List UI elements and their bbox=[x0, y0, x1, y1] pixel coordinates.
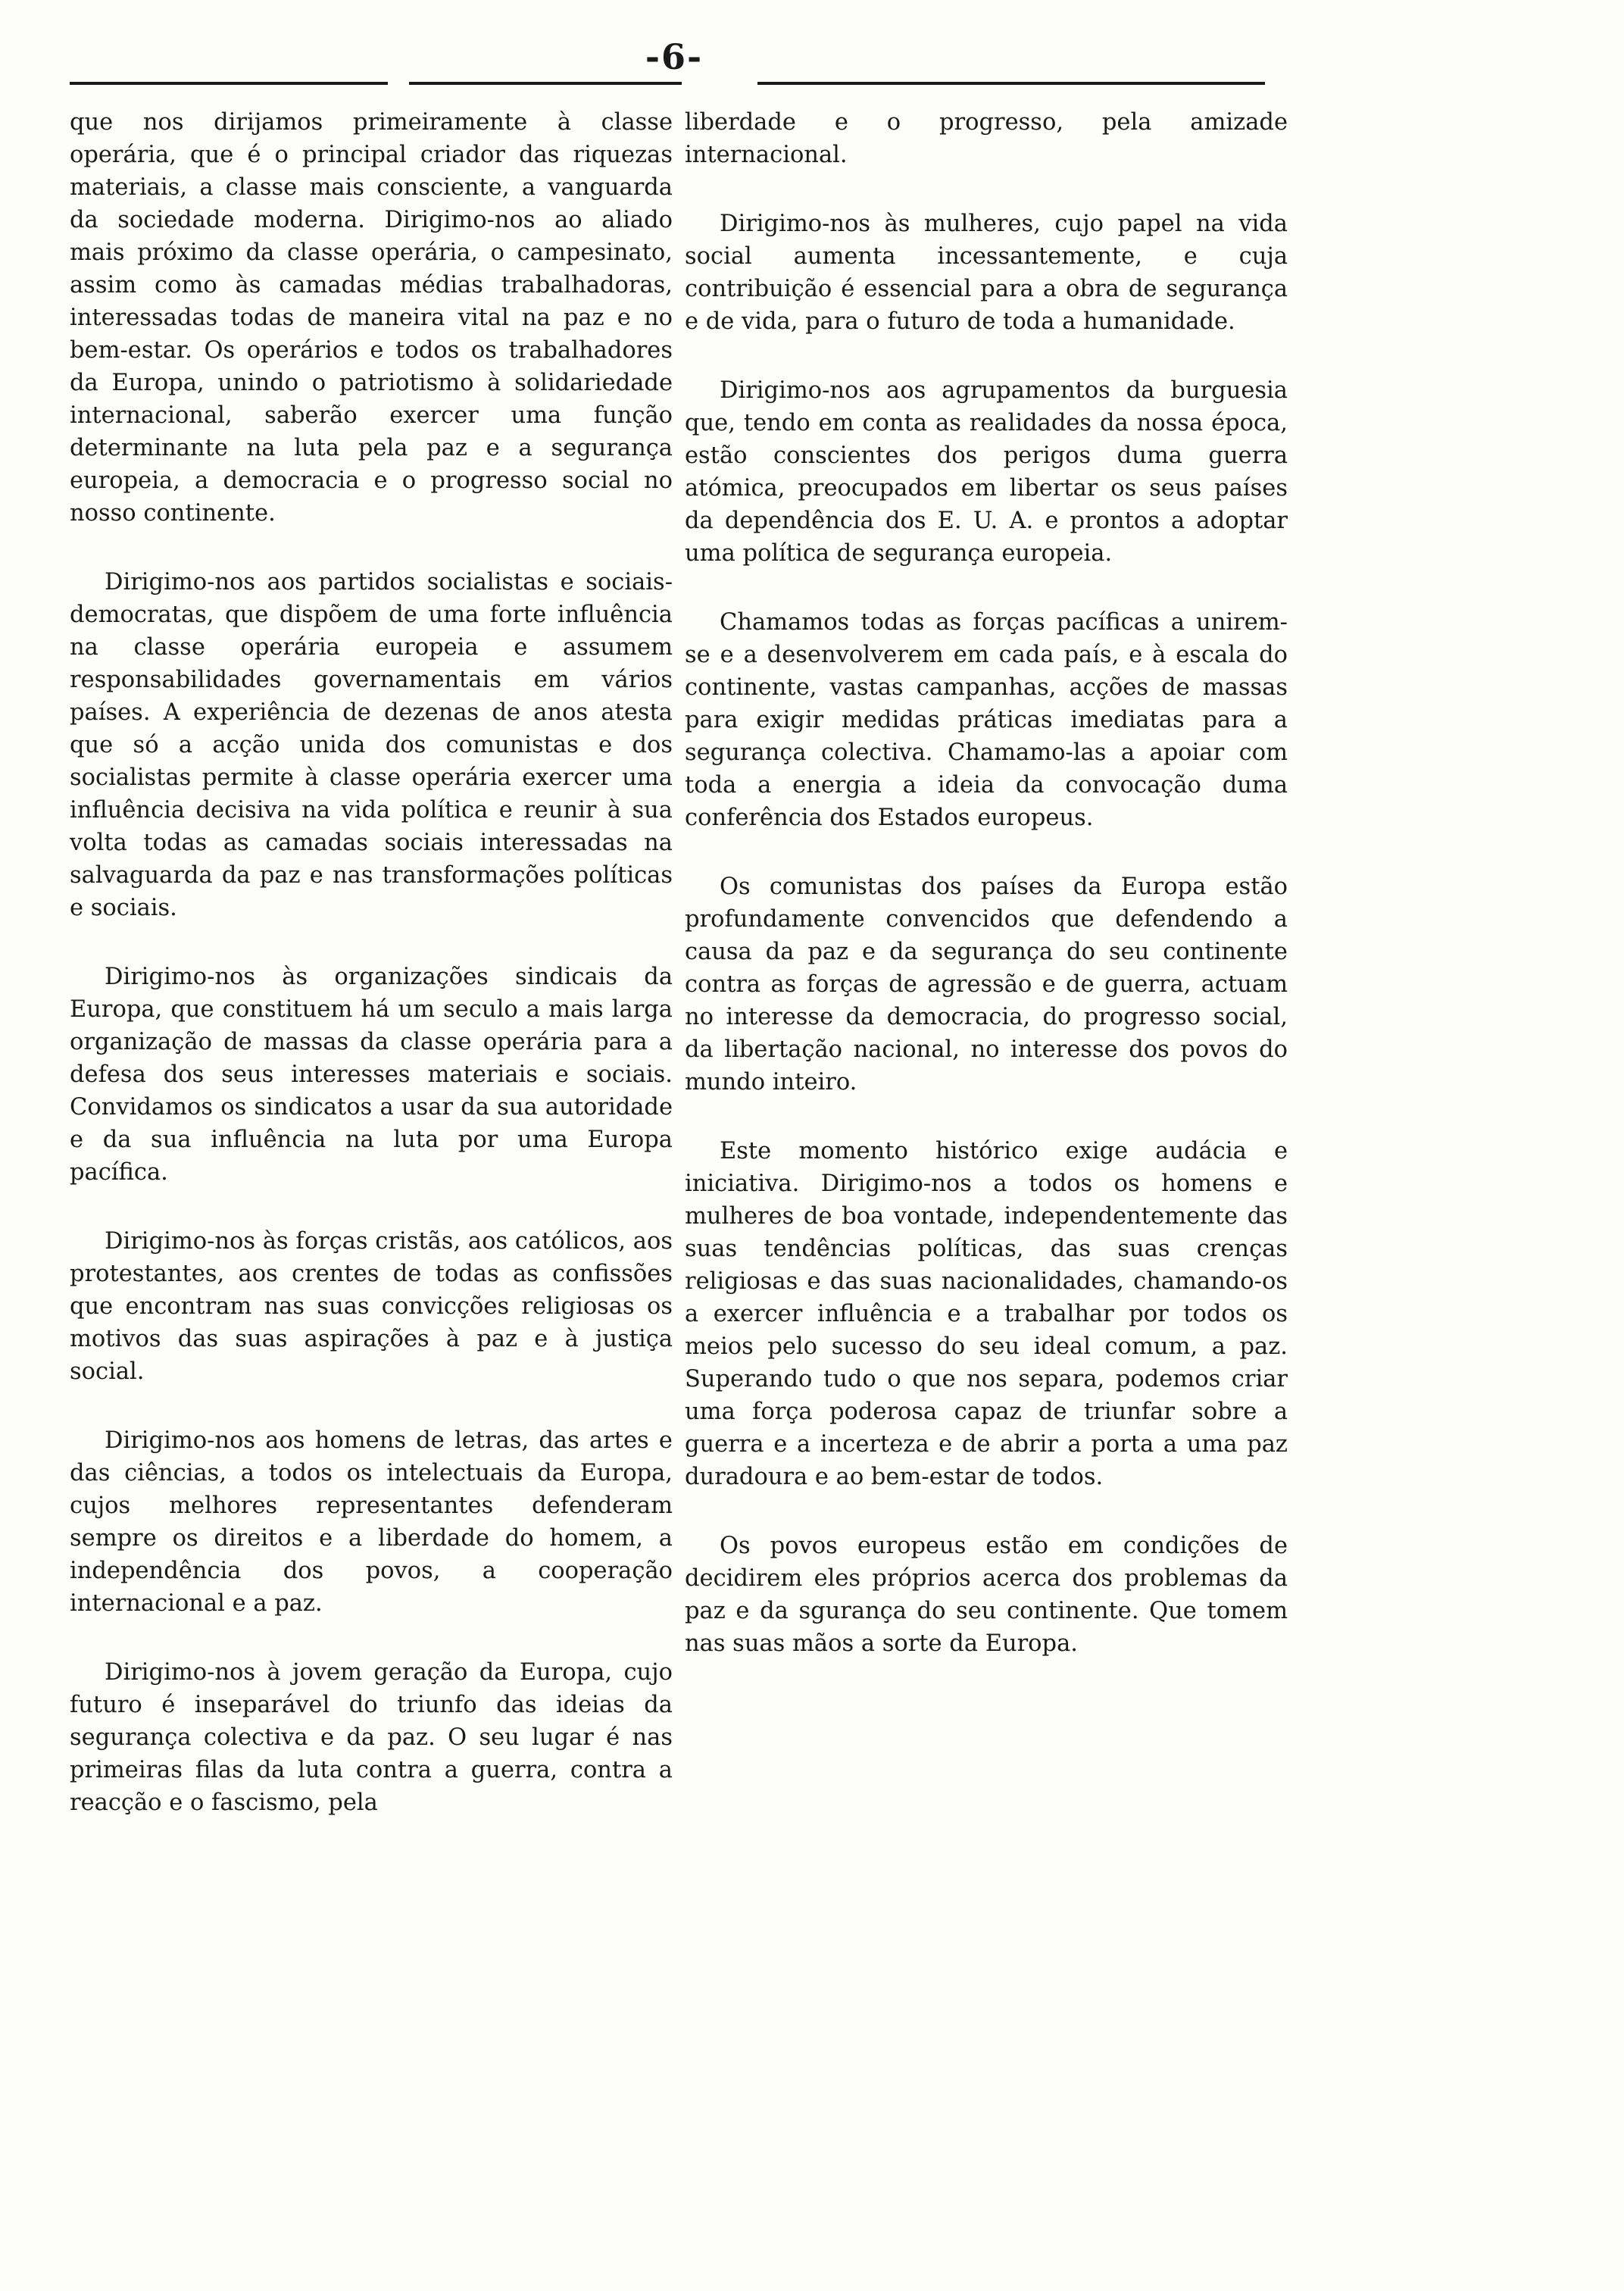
right-column bbox=[685, 106, 1288, 1660]
header-rule bbox=[409, 82, 682, 85]
paragraph: Os comunistas dos países da Europa estão profundamente convencidos que defendendo a causa da paz e da segurança do seu continente contra as forças de agressão e de guerra, actuam no interesse da democracia, do progresso social, da libertação nacional, no interesse dos povos do mundo inteiro. bbox=[685, 874, 1288, 1095]
paragraph: Dirigimo-nos aos agrupamentos da burguesia que, tendo em conta as realidades da nossa época, estão conscientes dos perigos duma guerra atómica, preocupados em libertar os seus países da dependência dos E. U. A. e prontos a adoptar uma política de segurança europeia. bbox=[685, 377, 1288, 567]
paragraph: que nos dirijamos primeiramente à classe operária, que é o principal criador das riquezas materiais, a classe mais consciente, a vanguarda da sociedade moderna. Dirigimo-nos ao aliado mais próximo da classe operária, o campesinato, assim como às camadas médias trabalhadoras, interessadas todas de maneira vital na paz e no bem-estar. Os operários e todos os trabalhadores da Europa, unindo o patriotismo à solidariedade internacional, saberão exercer uma função determinante na luta pela paz e a segurança europeia, a democracia e o progresso social no nosso continente. bbox=[70, 109, 673, 527]
header-rule bbox=[757, 82, 1265, 85]
paragraph: Chamamos todas as forças pacíficas a unirem-se e a desenvolverem em cada país, e à escala do continente, vastas campanhas, acções de massas para exigir medidas práticas imediatas para a segurança colectiva. Chamamo-las a apoiar com toda a energia a ideia da convocação duma conferência dos Estados europeus. bbox=[685, 609, 1288, 831]
page-number: -6- bbox=[645, 36, 704, 77]
paragraph: Dirigimo-nos aos partidos socialistas e sociais-democratas, que dispõem de uma forte influência na classe operária europeia e assumem responsabilidades governamentais em vários países. A experiência de dezenas de anos atesta que só a acção unida dos comunistas e dos socialistas permite à classe operária exercer uma influência decisiva na vida política e reunir à sua volta todas as camadas sociais interessadas na salvaguarda da paz e nas transformações políticas e sociais. bbox=[70, 569, 673, 921]
paragraph: Dirigimo-nos às forças cristãs, aos católicos, aos protestantes, aos crentes de todas as confissões que encontram nas suas convicções religiosas os motivos das suas aspirações à paz e à justiça social. bbox=[70, 1228, 673, 1385]
paragraph: liberdade e o progresso, pela amizade internacional. bbox=[685, 109, 1288, 168]
paragraph: Dirigimo-nos às mulheres, cujo papel na vida social aumenta incessantemente, e cuja contribuição é essencial para a obra de segurança e de vida, para o futuro de toda a humanidade. bbox=[685, 211, 1288, 335]
paragraph: Este momento histórico exige audácia e iniciativa. Dirigimo-nos a todos os homens e mulheres de boa vontade, independentemente das suas tendências políticas, das suas crenças religiosas e das suas nacionalidades, chamando-os a exercer influência e a trabalhar por todos os meios pelo sucesso do seu ideal comum, a paz. Superando tudo o que nos separa, podemos criar uma força poderosa capaz de triunfar sobre a guerra e a incerteza e de abrir a porta a uma paz duradoura e ao bem-estar de todos. bbox=[685, 1138, 1288, 1490]
paragraph: Os povos europeus estão em condições de decidirem eles próprios acerca dos problemas da paz e da sgurança do seu continente. Que tomem nas suas mãos a sorte da Europa. bbox=[685, 1533, 1288, 1657]
left-column bbox=[70, 106, 673, 1819]
paragraph: Dirigimo-nos às organizações sindicais da Europa, que constituem há um seculo a mais larga organização de massas da classe operária para a defesa dos seus interesses materiais e sociais. Convidamos os sindicatos a usar da sua autoridade e da sua influência na luta por uma Europa pacífica. bbox=[70, 964, 673, 1186]
paragraph: Dirigimo-nos aos homens de letras, das artes e das ciências, a todos os intelectuais da Europa, cujos melhores representantes defenderam sempre os direitos e a liberdade do homem, a independência dos povos, a cooperação internacional e a paz. bbox=[70, 1427, 673, 1617]
paragraph: Dirigimo-nos à jovem geração da Europa, cujo futuro é inseparável do triunfo das ideias da segurança colectiva e da paz. O seu lugar é nas primeiras filas da luta contra a guerra, contra a reacção e o fascismo, pela bbox=[70, 1659, 673, 1816]
header-rule bbox=[70, 82, 388, 85]
